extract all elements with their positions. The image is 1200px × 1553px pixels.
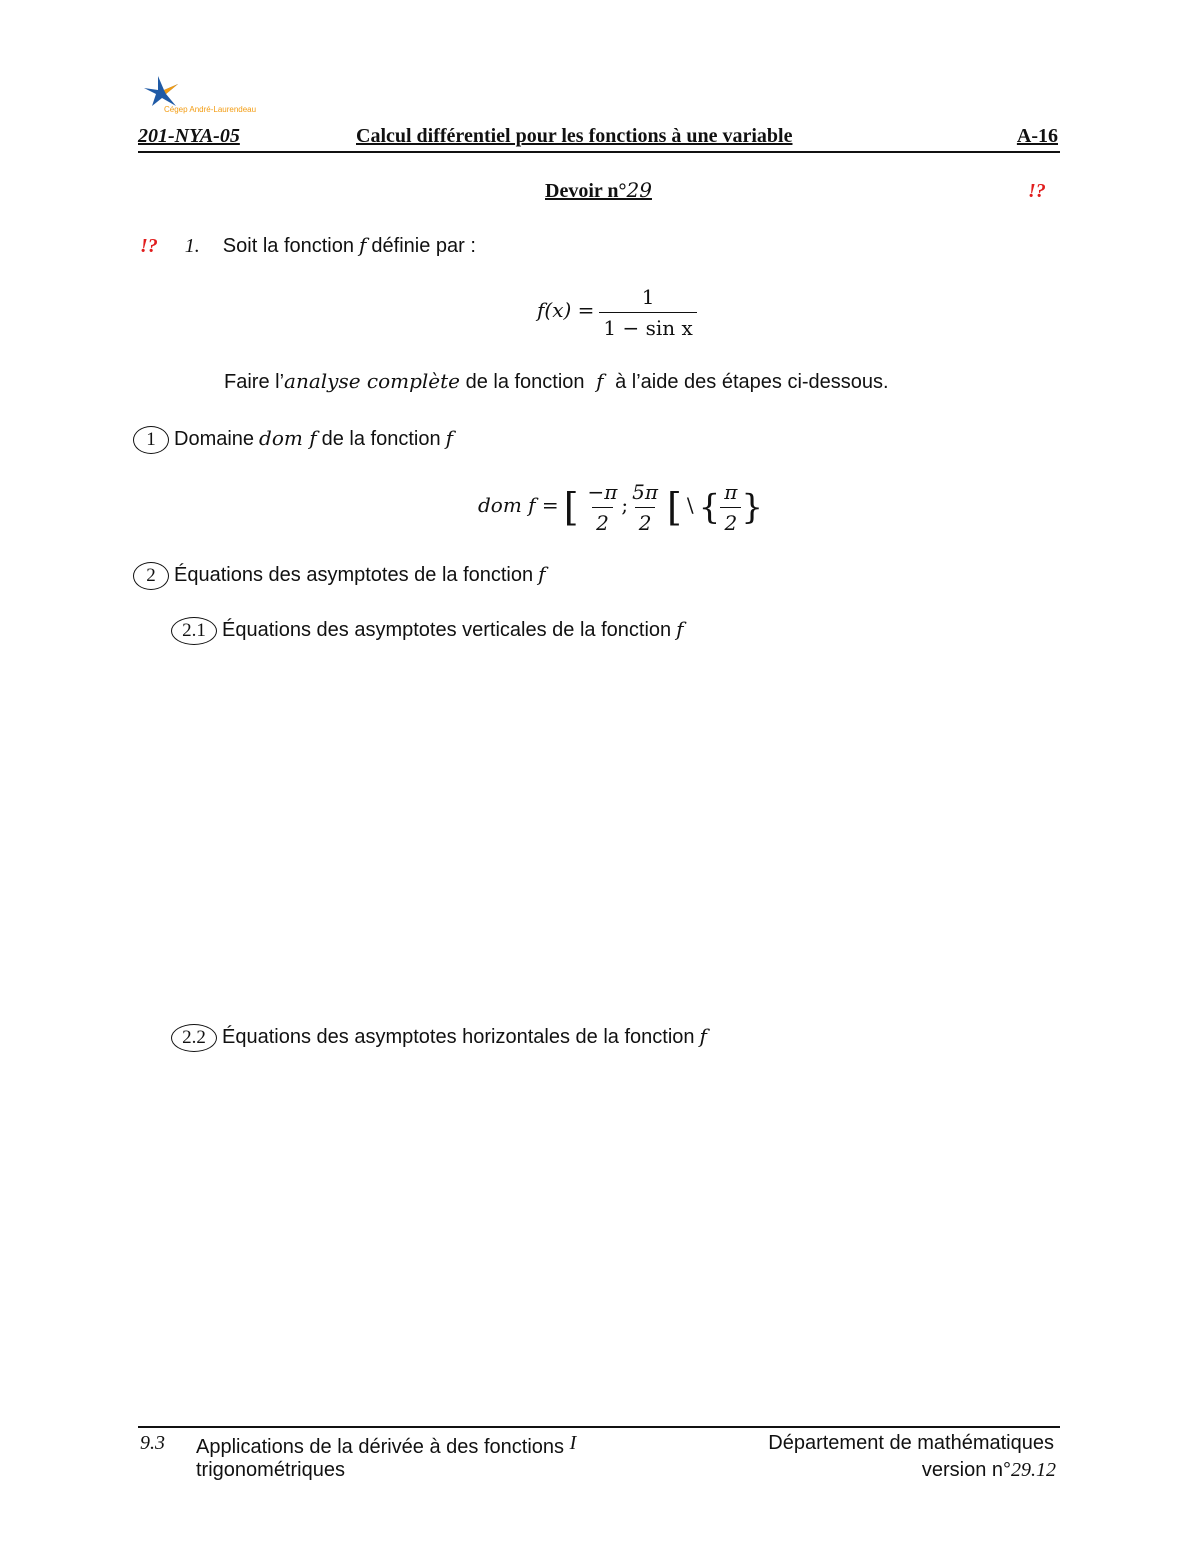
footer-subject-line2: trigonométriques	[196, 1459, 345, 1481]
question-text-after: définie par :	[371, 235, 476, 257]
bound-b-num: 5π	[632, 480, 659, 504]
footer-subject-line1	[196, 1432, 576, 1459]
bound-a-den: 2	[592, 507, 613, 535]
domain-formula: dom f = [ $\frac{-\pi}{2}$ ; $\frac{5\pi}{2}$ [ \ { $\frac{\pi}{2}$ }	[478, 480, 764, 535]
title-prefix: Devoir n°	[545, 180, 627, 202]
step-1	[133, 426, 453, 454]
excluded-num: π	[724, 480, 738, 504]
instruction-after: à l’aide des étapes ci-dessous.	[615, 371, 889, 393]
formula-fraction	[599, 285, 696, 340]
version-number: 29.12	[1011, 1459, 1056, 1481]
page-title	[545, 178, 652, 203]
footer-department: Département de mathématiques	[768, 1432, 1054, 1454]
step-badge: 2.1	[171, 617, 217, 645]
bound-b-den: 2	[635, 507, 656, 535]
logo-star-icon	[144, 74, 184, 108]
domain-excluded	[720, 480, 741, 535]
domain-bound-b	[628, 480, 662, 535]
step-var: f	[676, 617, 684, 641]
page-header	[138, 125, 1060, 153]
question-1	[140, 233, 476, 258]
domain-setminus: \	[686, 493, 694, 518]
header-code-right: A-16	[1016, 125, 1058, 147]
instruction-middle: de la fonction	[465, 371, 585, 393]
college-logo	[140, 74, 260, 114]
step-var: f	[445, 426, 454, 450]
step-var: f	[538, 562, 546, 586]
domain-bound-a	[584, 480, 622, 535]
formula-lhs: f(x) =	[537, 298, 595, 323]
question-text: Soit la fonction	[222, 235, 354, 257]
step-2-2	[171, 1024, 707, 1052]
title-number: 29	[626, 178, 652, 202]
step-badge: 2.2	[171, 1024, 217, 1052]
footer-version	[922, 1459, 1056, 1482]
domain-lhs: dom f =	[478, 493, 559, 518]
course-code: 201-NYA-05	[138, 125, 240, 147]
version-prefix: version n°	[921, 1459, 1011, 1481]
step-badge: 1	[133, 426, 169, 454]
question-var: f	[359, 233, 367, 257]
logo-text: Cégep André-Laurendeau	[164, 105, 257, 114]
excluded-den: 2	[720, 507, 741, 535]
title-marker: !?	[1028, 180, 1046, 202]
instruction-var: f	[596, 369, 604, 393]
footer-section: 9.3	[140, 1432, 165, 1454]
question-number: 1.	[184, 235, 200, 257]
subject-marker: I	[569, 1432, 577, 1454]
question-marker: !?	[140, 235, 158, 257]
footer-rule	[138, 1426, 1060, 1428]
step-2-1	[171, 617, 684, 645]
instruction	[224, 369, 889, 394]
step-math: dom f	[259, 426, 317, 450]
step-tail: de la fonction	[321, 428, 441, 450]
step-text: Équations des asymptotes verticales de la fonction	[222, 619, 672, 641]
formula-denominator: 1 − sin x	[599, 312, 696, 340]
course-title: Calcul différentiel pour les fonctions à une variable	[356, 125, 793, 147]
instruction-emph: analyse complète	[284, 369, 461, 393]
step-text: Équations des asymptotes horizontales de la fonction	[222, 1026, 695, 1048]
bound-a-num: −π	[587, 480, 618, 504]
step-2	[133, 562, 546, 590]
formula-numerator: 1	[641, 285, 655, 309]
function-formula	[537, 285, 697, 340]
step-badge: 2	[133, 562, 169, 590]
step-text: Équations des asymptotes de la fonction	[174, 564, 534, 586]
subject-line1: Applications de la dérivée à des fonctions	[196, 1436, 565, 1458]
instruction-before: Faire l’	[224, 371, 285, 393]
step-var: f	[699, 1024, 707, 1048]
step-text: Domaine	[174, 428, 255, 450]
domain-sep: ;	[621, 493, 629, 518]
